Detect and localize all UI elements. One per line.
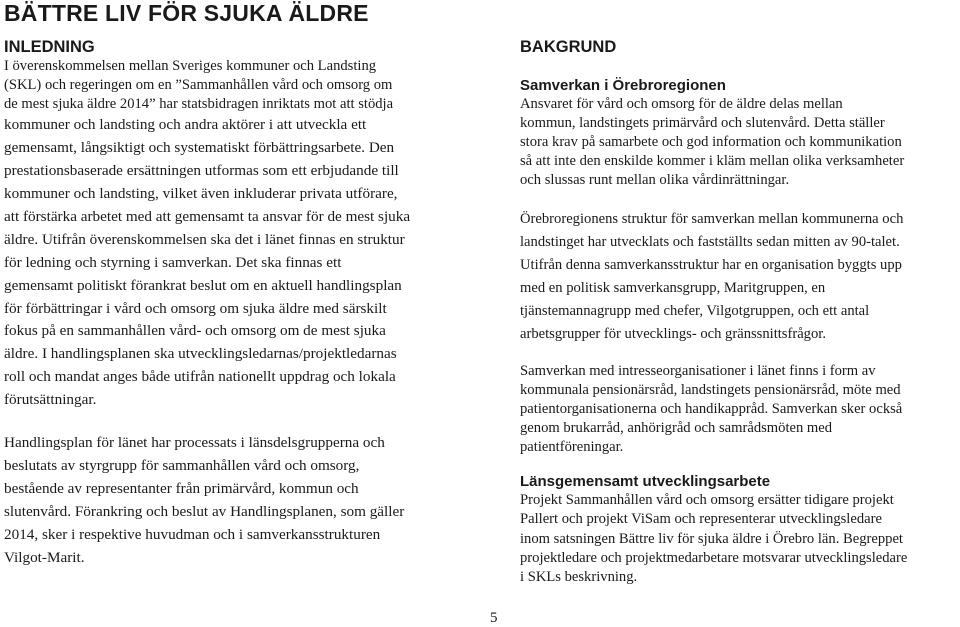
- struktur-paragraph: [520, 208, 960, 345]
- text-line: gemensamt, långsiktigt och systematiskt förbättringsarbete. Den: [4, 139, 395, 157]
- text-line: patientföreningar.: [520, 439, 624, 456]
- text-line: kommun, landstingets primärvård och slutenvård. Detta ställer: [520, 115, 885, 132]
- text-line: gemensamt politiskt förankrat beslut om en aktuell handlingsplan: [4, 276, 402, 294]
- text-line: slutenvård. Förankring och beslut av Handlingsplanen, som gäller: [4, 502, 405, 520]
- text-line: prestationsbaserade ersättningen utformas som ett erbjudande till: [4, 162, 399, 180]
- intro-paragraph: [4, 57, 454, 114]
- samverkan-paragraph: [520, 95, 960, 190]
- text-line: Vilgot-Marit.: [4, 548, 85, 566]
- text-line: tjänstemannagrupp med chefer, Vilgotgruppen, och ett antal: [520, 303, 870, 320]
- paragraph-gap: [520, 190, 960, 208]
- body-paragraph: [4, 114, 454, 412]
- text-line: äldre. I handlingsplanen ska utvecklingsledarnas/projektledarnas: [4, 345, 397, 363]
- text-line: landstinget har utvecklats och fastställts sedan mitten av 90-talet.: [520, 234, 900, 251]
- text-line: inom satsningen Bättre liv för sjuka äldre i Örebro län. Begreppet: [520, 530, 903, 547]
- text-line: Ansvaret för vård och omsorg för de äldre delas mellan: [520, 96, 843, 112]
- handlingsplan-paragraph: [4, 432, 454, 569]
- text-line: för ledning och styrning i samverkan. Det ska finnas ett: [4, 253, 342, 271]
- text-line: i SKLs beskrivning.: [520, 568, 638, 585]
- left-column: [4, 37, 454, 570]
- page-number: 5: [490, 610, 498, 626]
- text-line: Utifrån denna samverkansstruktur har en organisation byggts upp: [520, 257, 902, 274]
- text-line: fokus på en sammanhållen vård- och omsorg om de mest sjuka: [4, 322, 386, 340]
- text-line: och slussas runt mellan olika vårdinrättningar.: [520, 172, 790, 189]
- section-heading-inledning: INLEDNING: [4, 38, 95, 56]
- text-line: kommunala pensionärsråd, landstingets pensionärsråd, möte med: [520, 382, 901, 398]
- text-line: äldre. Utifrån överenskommelsen ska det i länet finnas en struktur: [4, 230, 405, 248]
- text-line: de mest sjuka äldre 2014” har statsbidragen inriktats mot att stödja: [4, 96, 394, 113]
- heading-gap: [520, 57, 960, 77]
- text-line: kommuner och landsting, vilket även inkluderar privata utförare,: [4, 185, 398, 202]
- paragraph-gap: [520, 457, 960, 473]
- text-line: Projekt Sammanhållen vård och omsorg ersätter tidigare projekt: [520, 492, 894, 509]
- text-line: I överenskommelsen mellan Sveriges kommuner och Landsting: [4, 58, 377, 74]
- text-line: Handlingsplan för länet har processats i länsdelsgrupperna och: [4, 434, 385, 452]
- text-line: beslutats av styrgrupp för sammanhållen vård och omsorg,: [4, 456, 360, 474]
- text-line: med en politisk samverkansgrupp, Maritgruppen, en: [520, 280, 826, 297]
- text-line: 2014, sker i respektive huvudman och i samverkansstrukturen: [4, 525, 381, 543]
- text-line: bestående av representanter från primärvård, kommun och: [4, 479, 359, 497]
- utvecklingsarbete-paragraph: [520, 491, 960, 586]
- right-column: [520, 37, 960, 587]
- text-line: (SKL) och regeringen om en ”Sammanhållen vård och omsorg om: [4, 77, 393, 94]
- text-line: för förbättringar i vård och omsorg om sjuka äldre med särskilt: [4, 299, 387, 317]
- text-line: att förstärka arbetet med att gemensamt ta ansvar för de mest sjuka: [4, 207, 411, 225]
- subheading-samverkan: Samverkan i Örebroregionen: [520, 77, 726, 94]
- text-line: projektledare och projektmedarbetare motsvarar utvecklingsledare: [520, 549, 908, 566]
- text-line: så att inte den enskilde kommer i kläm mellan olika verksamheter: [520, 153, 905, 170]
- text-line: patientorganisationerna och handikappråd. Samverkan sker också: [520, 401, 903, 418]
- text-line: Pallert och projekt ViSam och representerar utvecklingsledare: [520, 511, 882, 528]
- text-line: Samverkan med intresseorganisationer i länet finns i form av: [520, 362, 876, 379]
- intresseorganisationer-paragraph: [520, 362, 960, 457]
- paragraph-gap: [4, 412, 454, 432]
- text-line: kommuner och landsting och andra aktörer i att utveckla ett: [4, 116, 367, 134]
- text-line: stora krav på samarbete och god information och kommunikation: [520, 134, 902, 151]
- text-line: arbetsgrupper för utvecklings- och gränssnittsfrågor.: [520, 326, 826, 342]
- text-line: Örebroregionens struktur för samverkan mellan kommunerna och: [520, 211, 904, 228]
- section-heading-bakgrund: BAKGRUND: [520, 38, 617, 56]
- text-line: förutsättningar.: [4, 391, 97, 409]
- subheading-utvecklingsarbete: Länsgemensamt utvecklingsarbete: [520, 473, 771, 491]
- paragraph-gap: [520, 346, 960, 362]
- text-line: roll och mandat anges både utifrån nationellt uppdrag och lokala: [4, 368, 396, 386]
- text-line: genom brukarråd, anhörigråd och samrådsmöten med: [520, 420, 833, 437]
- page-title: BÄTTRE LIV FÖR SJUKA ÄLDRE: [4, 0, 369, 26]
